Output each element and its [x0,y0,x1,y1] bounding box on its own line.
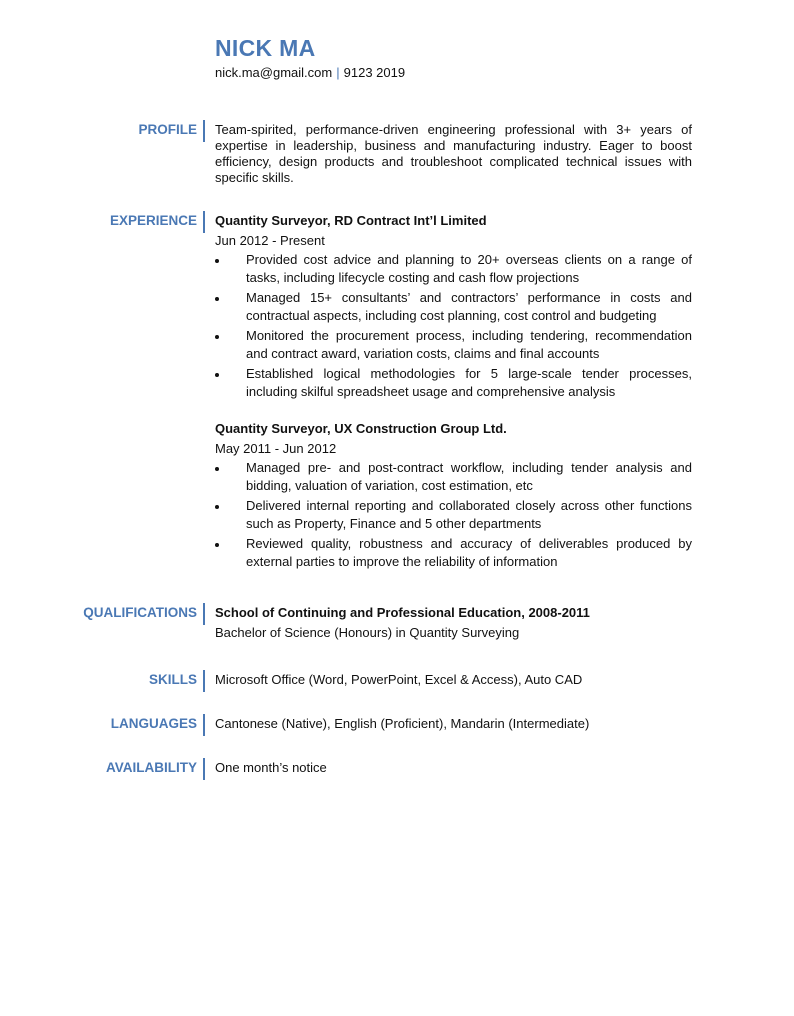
job-title: Quantity Surveyor, RD Contract Int’l Limited [215,213,487,228]
profile-summary: Team-spirited, performance-driven engineering professional with 3+ years of expertise in leadership, business and manufacturing industry. Eager to boost efficiency, design products and troubleshoot complicated technical issues with specific skills. [215,122,692,185]
section-divider [203,670,205,692]
bullet-item [215,497,692,533]
section-divider [203,714,205,736]
job-entry [215,211,692,401]
bullet-item [215,251,692,287]
languages-text: Cantonese (Native), English (Proficient), Mandarin (Intermediate) [215,716,590,731]
section-divider [203,120,205,142]
bullet-text: Managed 15+ consultants’ and contractors’ performance in costs and contractual aspects, including cost planning, cost control and budgeting [246,290,692,323]
bullet-item [215,289,692,325]
contact-line [215,65,405,80]
bullet-item [215,365,692,401]
profile-heading: PROFILE [138,122,197,137]
bullet-text: Provided cost advice and planning to 20+ overseas clients on a range of tasks, including lifecycle costing and cash flow projections [246,252,692,285]
degree-name: Bachelor of Science (Honours) in Quantity Surveying [215,625,520,640]
experience-content [215,211,692,573]
job-dates: Jun 2012 - Present [215,233,325,248]
bullet-dot-icon [215,543,219,547]
languages-heading: LANGUAGES [110,716,197,731]
availability-heading: AVAILABILITY [106,760,197,775]
bullet-dot-icon [215,505,219,509]
skills-heading: SKILLS [148,672,197,687]
section-divider [203,758,205,780]
job-bullets [215,251,692,401]
contact-separator: | [336,65,340,80]
bullet-item [215,327,692,363]
bullet-text: Monitored the procurement process, including tendering, recommendation and contract award, variation costs, claims and final accounts [246,328,692,361]
job-title: Quantity Surveyor, UX Construction Group Ltd. [215,421,507,436]
qualifications-content [215,603,692,643]
bullet-text: Reviewed quality, robustness and accuracy of deliverables produced by external parties to improve the reliability of information [246,536,692,569]
section-divider [203,211,205,233]
job-bullets [215,459,692,571]
bullet-text: Managed pre- and post-contract workflow, including tender analysis and bidding, valuation of variation, cost estimation, etc [246,460,692,493]
qualifications-heading: QUALIFICATIONS [83,605,197,620]
email-text: nick.ma@gmail.com [215,65,333,80]
job-dates: May 2011 - Jun 2012 [215,441,337,456]
experience-heading: EXPERIENCE [109,213,197,228]
bullet-dot-icon [215,373,219,377]
bullet-dot-icon [215,297,219,301]
phone-text: 9123 2019 [343,65,406,80]
bullet-item [215,535,692,571]
school-name: School of Continuing and Professional Education, 2008-2011 [215,605,590,620]
bullet-text: Delivered internal reporting and collaborated closely across other functions such as Property, Finance and 5 other departments [246,498,692,531]
bullet-item [215,459,692,495]
bullet-text: Established logical methodologies for 5 large-scale tender processes, including skilful spreadsheet usage and comprehensive analysis [246,366,692,399]
section-divider [203,603,205,625]
bullet-dot-icon [215,259,219,263]
bullet-dot-icon [215,335,219,339]
job-entry [215,419,692,571]
availability-text: One month’s notice [215,760,327,775]
bullet-dot-icon [215,467,219,471]
skills-text: Microsoft Office (Word, PowerPoint, Excel & Access), Auto CAD [215,672,583,687]
candidate-name: NICK MA [215,35,316,61]
